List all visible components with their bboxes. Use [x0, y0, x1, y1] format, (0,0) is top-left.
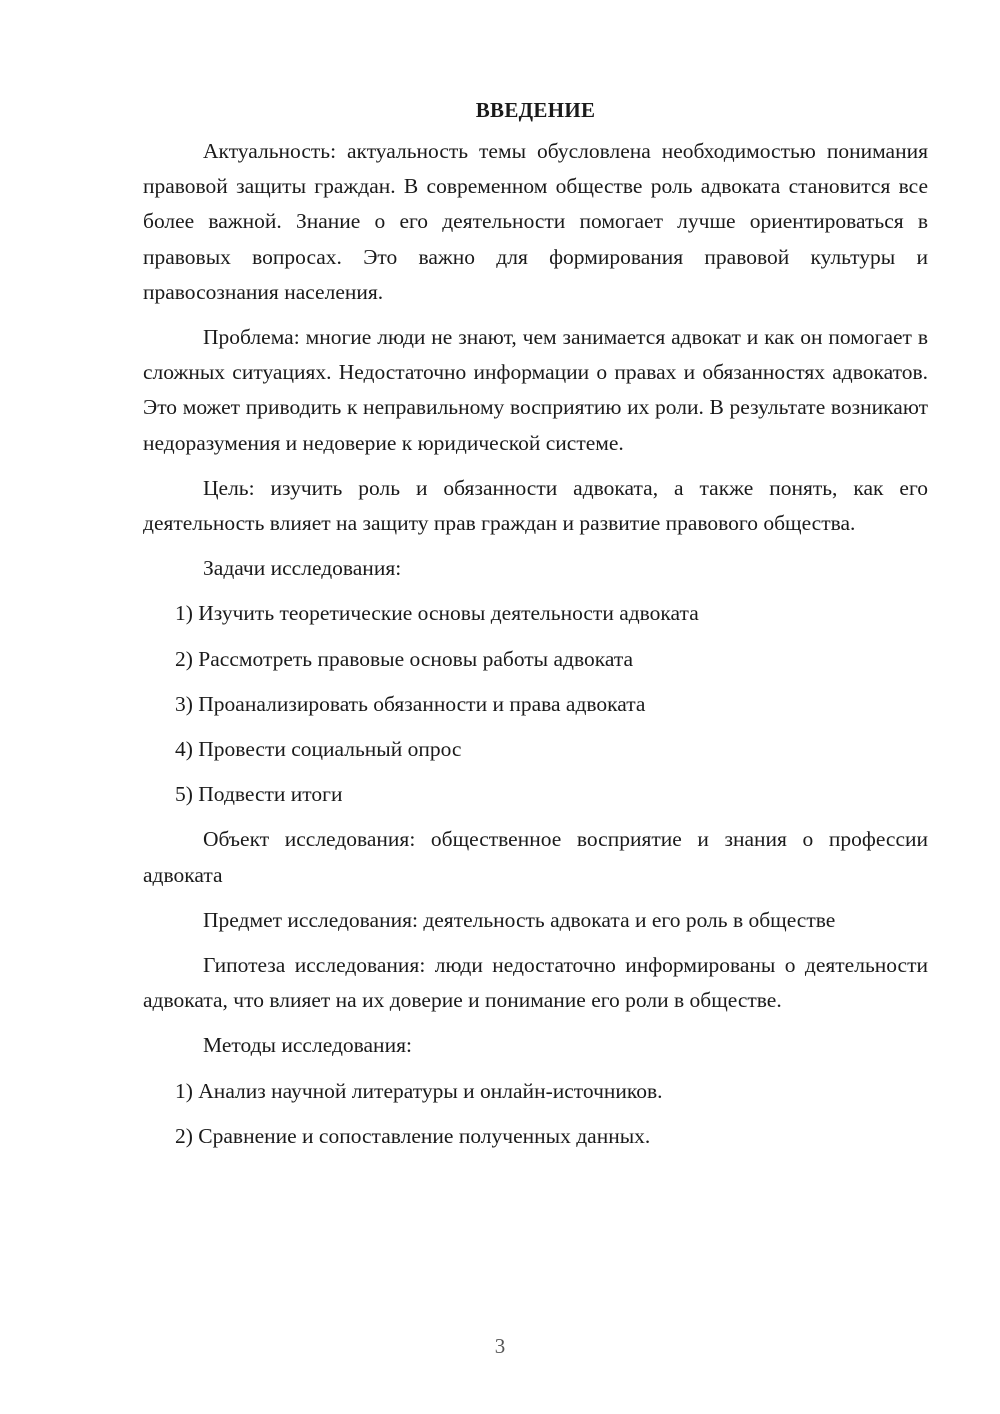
methods-heading: Методы исследования:	[203, 1033, 412, 1058]
paragraph-relevance: Актуальность: актуальность темы обусловлена необходимостью понимания правовой защиты граждан. В современном обществе роль адвоката становится все более важной. Знание о его деятельности помогает лучше ориентироваться в правовых вопросах. Это важно для формирования правовой культуры и правосознания населения.	[143, 139, 928, 304]
paragraph-subject: Предмет исследования: деятельность адвоката и его роль в обществе	[203, 907, 836, 932]
paragraph-object: Объект исследования: общественное восприятие и знания о профессии адвоката	[143, 827, 928, 887]
methods-list	[143, 1074, 928, 1154]
list-item: 5) Подвести итоги	[175, 782, 343, 807]
tasks-list	[143, 596, 928, 812]
list-item: 2) Сравнение и сопоставление полученных данных.	[175, 1123, 651, 1148]
paragraph-problem: Проблема: многие люди не знают, чем занимается адвокат и как он помогает в сложных ситуациях. Недостаточно информации о правах и обязанностях адвокатов. Это может приводить к неправильному восприятию их роли. В результате возникают недоразумения и недоверие к юридической системе.	[143, 325, 928, 455]
tasks-heading: Задачи исследования:	[203, 556, 402, 581]
list-item: 4) Провести социальный опрос	[175, 737, 462, 762]
list-item: 3) Проанализировать обязанности и права адвоката	[175, 691, 646, 716]
page-title: ВВЕДЕНИЕ	[475, 98, 596, 122]
page-number: 3	[494, 1334, 506, 1358]
document-page	[143, 98, 928, 1164]
list-item: 1) Анализ научной литературы и онлайн-источников.	[175, 1078, 663, 1103]
list-item: 2) Рассмотреть правовые основы работы адвоката	[175, 646, 634, 671]
paragraph-hypothesis: Гипотеза исследования: люди недостаточно информированы о деятельности адвоката, что влияет на их доверие и понимание его роли в обществе.	[143, 953, 928, 1013]
paragraph-goal: Цель: изучить роль и обязанности адвоката, а также понять, как его деятельность влияет на защиту прав граждан и развитие правового общества.	[143, 475, 928, 536]
list-item: 1) Изучить теоретические основы деятельности адвоката	[175, 601, 699, 626]
